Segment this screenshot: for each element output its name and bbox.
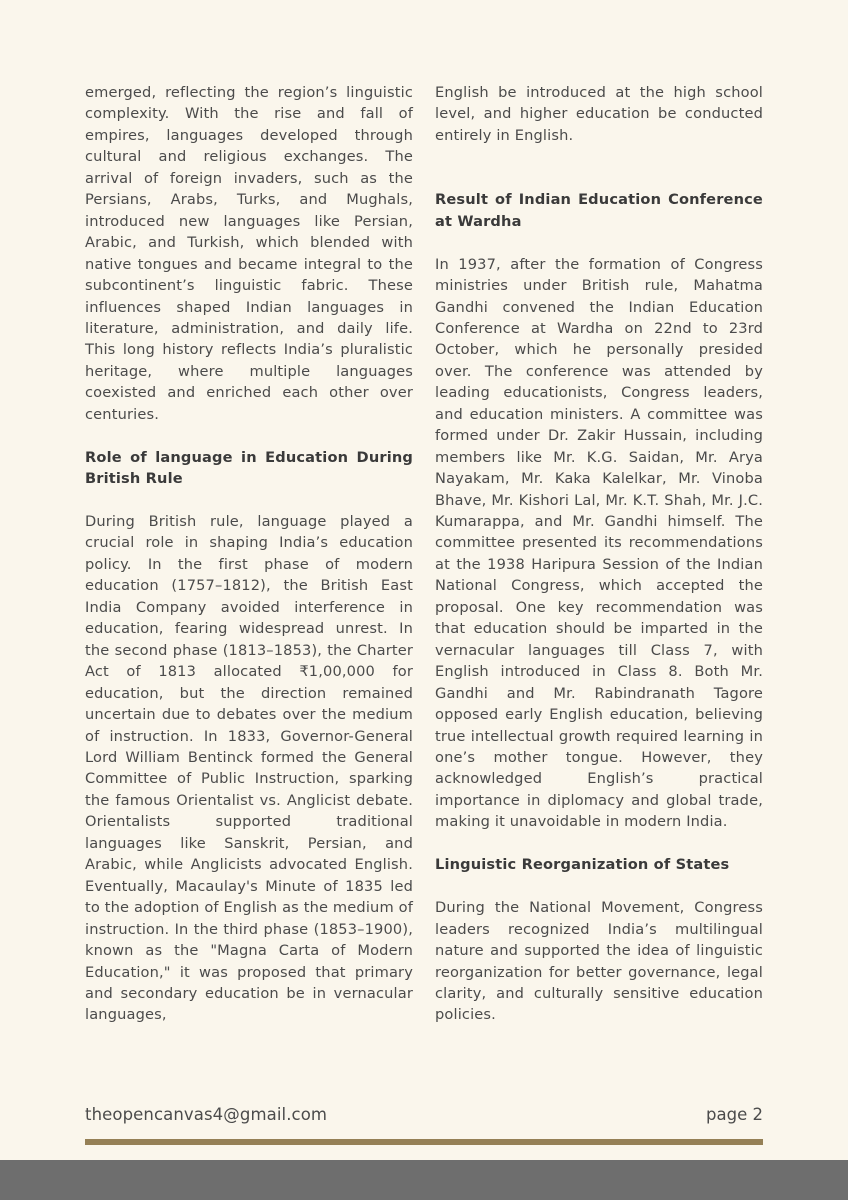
linguistic-reorganization-paragraph: During the National Movement, Congress leaders recognized India’s multilingual nature and supported the idea of linguistic reorganization for better governance, legal clarity, and culturally sensitive education policies. (435, 899, 763, 1024)
spacer (435, 232, 763, 253)
section-heading-wardha: Result of Indian Education Conference at Wardha (435, 191, 763, 230)
right-column (435, 82, 763, 1026)
spacer (435, 833, 763, 854)
section-heading-british-rule: Role of language in Education During British Rule (85, 448, 413, 488)
spacer (85, 490, 413, 511)
spacer (85, 425, 413, 446)
british-rule-paragraph: During British rule, language played a crucial role in shaping India’s education policy. In the first phase of modern education (1757–1812), the British East India Company avoided interference in education, fearing widespread unrest. In the second phase (1813–1853), the Charter Act of 1813 allocated ₹1,00,000 for education, but the direction remained uncertain due to debates over the medium of instruction. In 1833, Governor-General Lord William Bentinck formed the General Committee of Public Instruction, sparking the famous Orientalist vs. Anglicist debate. Orientalists supported traditional languages like Sanskrit, Persian, and Arabic, while Anglicists advocated English. Eventually, Macaulay's Minute of 1835 led to the adoption of English as the medium of instruction. In the third phase (1853–1900), known as the "Magna Carta of Modern Education," it was proposed that primary and secondary education be in vernacular languages, (85, 513, 413, 1024)
spacer (435, 146, 763, 189)
footer-email: theopencanvas4@gmail.com (85, 1105, 328, 1124)
left-column (85, 82, 413, 1026)
page-number: page 2 (706, 1105, 763, 1124)
footer-accent-bar (85, 1139, 763, 1145)
intro-paragraph: emerged, reflecting the region’s linguistic complexity. With the rise and fall of empires, languages developed through cultural and religious exchanges. The arrival of foreign invaders, such as the Persians, Arabs, Turks, and Mughals, introduced new languages like Persian, Arabic, and Turkish, which blended with native tongues and became integral to the subcontinent’s linguistic fabric. These influences shaped Indian languages in literature, administration, and daily life. This long history reflects India’s pluralistic heritage, where multiple languages coexisted and enriched each other over centuries. (85, 84, 413, 423)
outer-background-band (0, 1160, 848, 1200)
spacer (435, 876, 763, 897)
continuation-paragraph: English be introduced at the high school level, and higher education be conducted entirely in English. (435, 84, 763, 144)
section-heading-linguistic-reorganization: Linguistic Reorganization of States (435, 856, 730, 874)
wardha-paragraph: In 1937, after the formation of Congress ministries under British rule, Mahatma Gandhi convened the Indian Education Conference at Wardha on 22nd to 23rd October, which he personally presided over. The conference was attended by leading educationists, Congress leaders, and education ministers. A committee was formed under Dr. Zakir Hussain, including members like Mr. K.G. Saidan, Mr. Arya Nayakam, Mr. Kaka Kalelkar, Mr. Vinoba Bhave, Mr. Kishori Lal, Mr. K.T. Shah, Mr. J.C. Kumarappa, and Mr. Gandhi himself. The committee presented its recommendations at the 1938 Haripura Session of the Indian National Congress, which accepted the proposal. One key recommendation was that education should be imparted in the vernacular languages till Class 7, with English introduced in Class 8. Both Mr. Gandhi and Mr. Rabindranath Tagore opposed early English education, believing true intellectual growth required learning in one’s mother tongue. However, they acknowledged English’s practical importance in diplomacy and global trade, making it unavoidable in modern India. (435, 255, 763, 831)
